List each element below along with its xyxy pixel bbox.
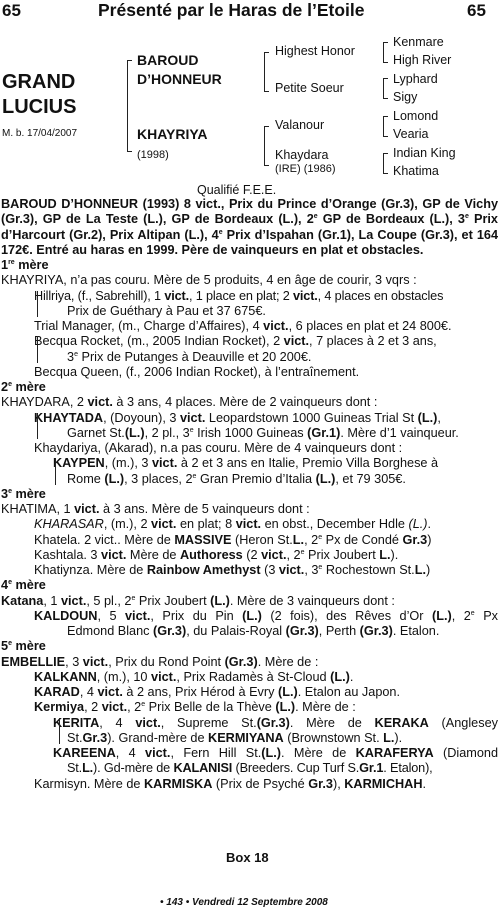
sire-dam: Petite Soeur (275, 81, 344, 95)
dam-name: KHAYRIYA (137, 126, 208, 142)
dam3-progeny-3: Kashtala. 3 vict. Mère de Authoress (2 vict., 2e Prix Joubert L.). (34, 547, 399, 562)
dam5-progeny-2: KARAD, 4 vict. à 2 ans, Prix Hérod à Evry (L.). Etalon au Japon. (34, 685, 401, 699)
pedigree-bracket (383, 153, 388, 174)
pedigree-bracket (127, 60, 132, 152)
dam-dam-note: (IRE) (1986) (275, 163, 336, 175)
section-heading-4: 4e mère (1, 578, 46, 593)
dam-sire: Valanour (275, 118, 325, 132)
dam5-grandprogeny-1: KERITA, 4 vict., Supreme St.(Gr.3). Mère de KERAKA (Anglesey St.Gr.3). Grand-mère de KERMIYANA (Brownstown St. L.). (1, 716, 498, 747)
gen3-7: Indian King (393, 146, 456, 160)
pedigree-bracket (264, 52, 269, 92)
dam2-progeny-1: KHAYTADA, (Doyoun), 3 vict. Leopardstown 1000 Guineas Trial St (L.), Garnet St.(L.), 2 pl., 3e Irish 1000 Guineas (Gr.1). Mère d’1 vainqueur. (1, 411, 498, 442)
sire-name: BAROUD D’HONNEUR (137, 52, 222, 87)
gen3-6: Vearia (393, 127, 429, 141)
dam1-progeny-4: Becqua Queen, (f., 2006 Indian Rocket), à l’entraînement. (34, 364, 360, 379)
pedigree-notes (1, 197, 498, 792)
gen3-1: Kenmare (393, 35, 444, 49)
dam3-progeny-1: KHARASAR, (m.), 2 vict. en plat; 8 vict. en obst., December Hdle (L.). (34, 517, 432, 532)
pedigree-bracket (383, 42, 388, 63)
pedigree-bracket (264, 126, 269, 166)
dam3-intro: KHATIMA, 1 vict. à 3 ans. Mère de 5 vainqueurs dont : (1, 502, 310, 516)
dam2-intro: KHAYDARA, 2 vict. à 3 ans, 4 places. Mère de 2 vainqueurs dont : (1, 395, 378, 410)
gen3-5: Lomond (393, 109, 439, 123)
dam1-progeny-3: Becqua Rocket, (m., 2005 Indian Rocket), 2 vict., 7 places à 2 et 3 ans, 3e Prix de Putanges à Deauville et 20 200€. (1, 334, 498, 365)
dam3-progeny-4: Khatiynza. Mère de Rainbow Amethyst (3 vict., 3e Rochestown St.L.) (34, 563, 431, 577)
page-number-right: 65 (467, 1, 486, 20)
page-number-left: 65 (2, 1, 21, 20)
dam4-intro: Katana, 1 vict., 5 pl., 2e Prix Joubert (L.). Mère de 3 vainqueurs dont : (1, 593, 395, 608)
dam5-progeny-4: Karmisyn. Mère de KARMISKA (Prix de Psyché Gr.3), KARMICHAH. (34, 776, 427, 791)
dam-year: (1998) (137, 149, 169, 161)
sire-paragraph: BAROUD D’HONNEUR (1993) 8 vict., Prix du Prince d’Orange (Gr.3), GP de Vichy (Gr.3), GP de La Teste (L.), GP de Bordeaux (L.), 2e GP de Bordeaux (L.), 3e Prix d’Harcourt (Gr.2), Prix Altipan (L.), 4e Prix d’Ispahan (Gr.1), La Coupe (Gr.3), et 164 172€. Entré au haras en 1999. Père de vainqueurs en plat et obstacles. (1, 197, 499, 257)
dam1-progeny-2: Trial Manager, (m., Charge d’Affaires), 4 vict., 6 places en plat et 24 800€. (34, 319, 452, 333)
dam5-progeny-1: KALKANN, (m.), 10 vict., Prix Radamès à St-Cloud (L.). (34, 669, 354, 684)
pedigree-bracket (383, 116, 388, 137)
section-heading-3: 3e mère (1, 486, 46, 501)
sire-sire: Highest Honor (275, 44, 355, 58)
dam5-progeny-3: Kermiya, 2 vict., 2e Prix Belle de la Thève (L.). Mère de : (34, 700, 356, 715)
gen3-4: Sigy (393, 90, 418, 104)
horse-name: GRAND LUCIUS (2, 71, 77, 118)
dam1-intro: KHAYRIYA, n’a pas couru. Mère de 5 produits, 4 en âge de courir, 3 vqrs : (1, 273, 417, 288)
dam5-intro: EMBELLIE, 3 vict., Prix du Rond Point (Gr.3). Mère de : (1, 654, 319, 669)
horse-birth: M. b. 17/04/2007 (2, 128, 78, 139)
dam2-progeny-2: Khaydariya, (Akarad), n.a pas couru. Mère de 4 vainqueurs dont : (34, 441, 403, 455)
dam-dam: Khaydara (275, 148, 329, 162)
box-number: Box 18 (226, 850, 269, 865)
gen3-8: Khatima (393, 164, 439, 178)
dam2-grandprogeny: KAYPEN, (m.), 3 vict. à 2 et 3 ans en Italie, Premio Villa Borghese à Rome (L.), 3 places, 2e Gran Premio d’Italia (L.), et 79 305€. (1, 456, 498, 487)
qualification: Qualifié F.E.E. (197, 183, 277, 197)
dam1-progeny-1: Hillriya, (f., Sabrehill), 1 vict., 1 place en plat; 2 vict., 4 places en obstacles Prix de Guéthary à Pau et 37 675€. (1, 289, 498, 320)
section-heading-1: 1re mère (1, 258, 49, 272)
footer-line: • 143 • Vendredi 12 Septembre 2008 (160, 897, 328, 908)
gen3-3: Lyphard (393, 72, 438, 86)
page-title: Présenté par le Haras de l’Etoile (98, 0, 365, 20)
dam5-grandprogeny-2: KAREENA, 4 vict., Fern Hill St.(L.). Mère de KARAFERYA (Diamond St.L.). Gd-mère de KALANISI (Breeders. Cup Turf S.Gr.1. Etalon), (53, 746, 498, 776)
section-heading-2: 2e mère (1, 380, 46, 394)
pedigree-bracket (383, 78, 388, 99)
section-heading-5: 5e mère (1, 639, 46, 654)
dam3-progeny-2: Khatela. 2 vict.. Mère de MASSIVE (Heron St.L., 2e Px de Condé Gr.3) (34, 532, 432, 547)
gen3-2: High River (393, 53, 452, 67)
dam4-progeny-1: KALDOUN, 5 vict., Prix du Pin (L.) (2 fois), des Rêves d’Or (L.), 2e Px Edmond Blanc (Gr.3), du Palais-Royal (Gr.3), Perth (Gr.3). Etalon. (34, 608, 498, 638)
